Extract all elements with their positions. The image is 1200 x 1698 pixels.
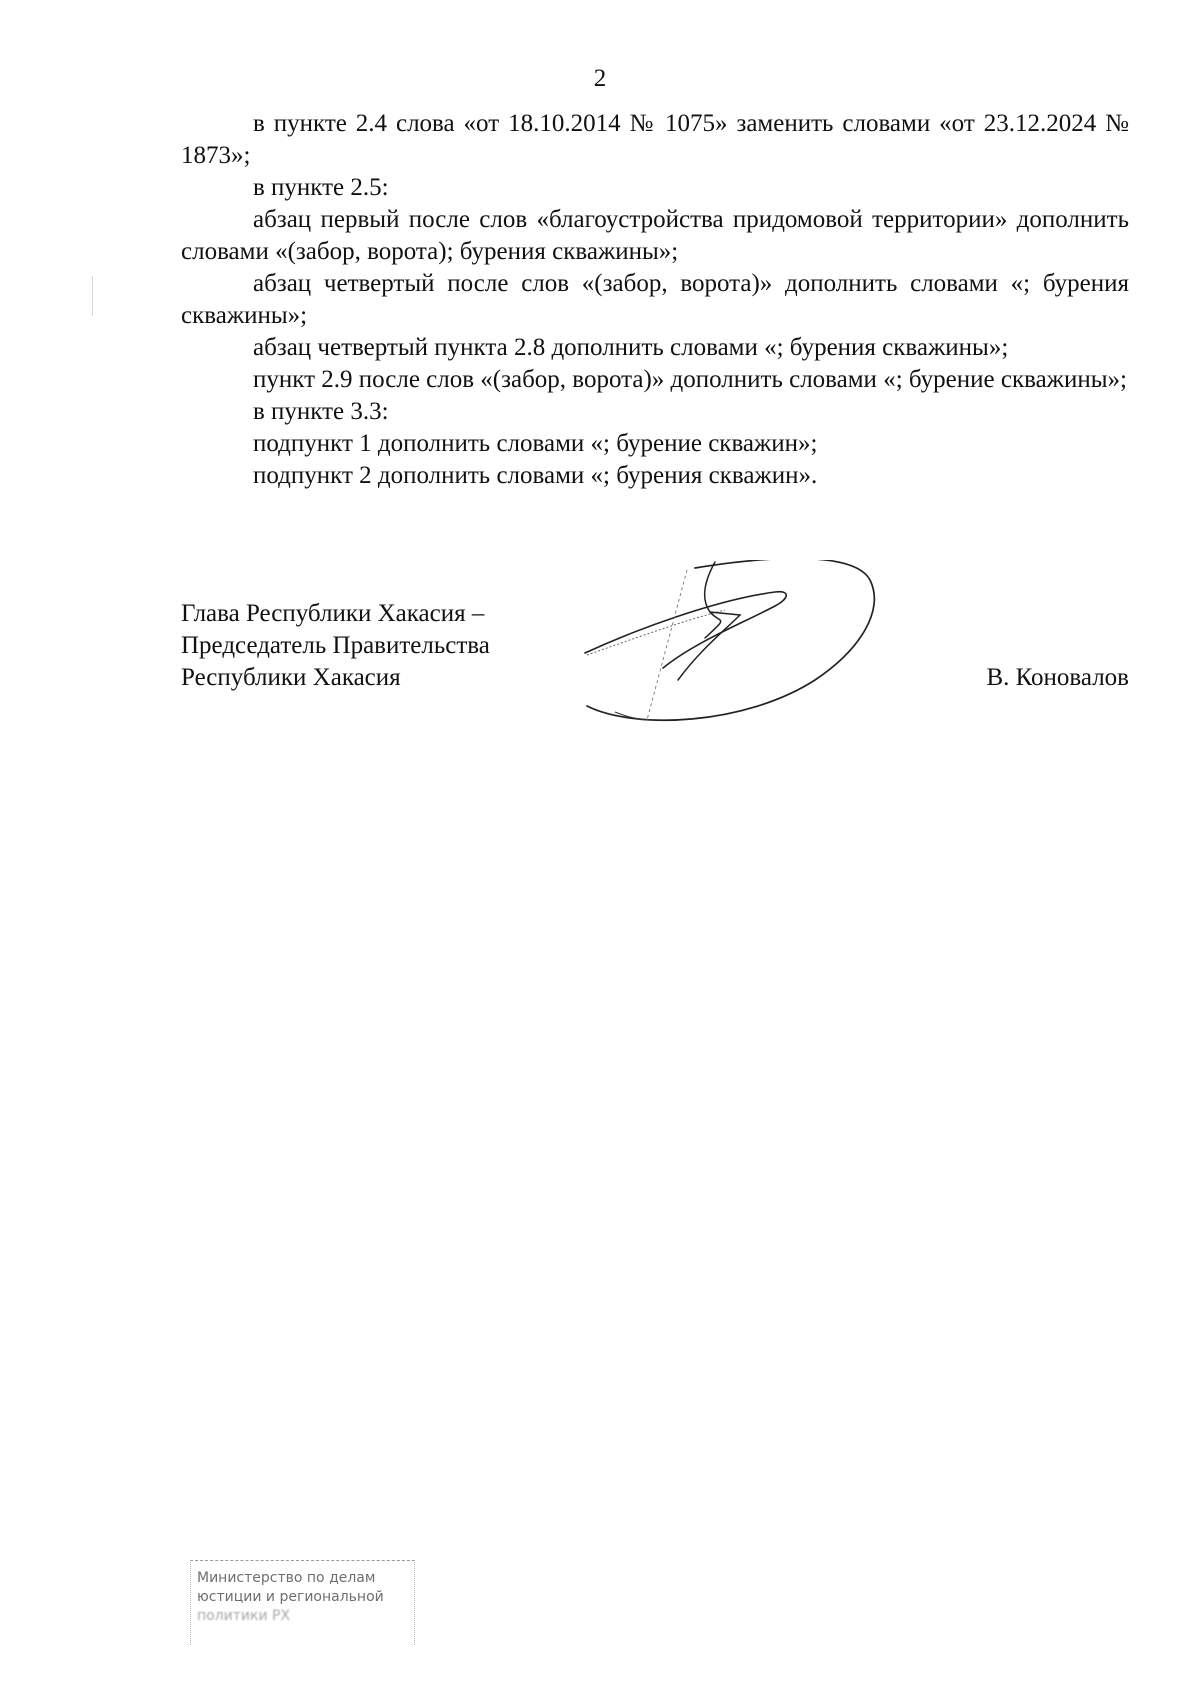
signer-name: В. Коновалов: [986, 664, 1129, 691]
paragraph-point-2-5: в пункте 2.5:: [253, 174, 389, 201]
stamp-line: юстиции и региональной: [197, 1589, 384, 1605]
signer-title-line: Республики Хакасия: [181, 664, 401, 691]
paragraph-subpoint-2: подпункт 2 дополнить словами «; бурения скважин».: [253, 462, 818, 489]
paragraph-abzac-fourth: абзац четвертый после слов «(забор, ворота)» дополнить словами «; бурения скважины»;: [181, 270, 1129, 329]
document-body: [181, 108, 1129, 492]
paragraph-point-3-3: в пункте 3.3:: [253, 398, 389, 425]
scan-margin-mark: [92, 276, 93, 316]
stamp-line: политики РХ: [197, 1608, 291, 1624]
paragraph-point-2-9: пункт 2.9 после слов «(забор, ворота)» дополнить словами «; бурение скважины»;: [253, 366, 1127, 393]
signer-title-block: [181, 598, 511, 694]
signer-title-line: Глава Республики Хакасия –: [181, 600, 485, 627]
paragraph-amend-2-4: в пункте 2.4 слова «от 18.10.2014 № 1075» заменить словами «от 23.12.2024 № 1873»;: [181, 110, 1129, 169]
registration-stamp: [190, 1560, 415, 1645]
page-number: 2: [593, 65, 607, 92]
handwritten-signature: [575, 560, 895, 735]
stamp-line: Министерство по делам: [197, 1570, 376, 1586]
paragraph-point-2-8: абзац четвертый пункта 2.8 дополнить словами «; бурения скважины»;: [253, 334, 1009, 361]
signer-title-line: Председатель Правительства: [181, 632, 490, 659]
paragraph-abzac-first: абзац первый после слов «благоустройства придомовой территории» дополнить словами «(забор, ворота); бурения скважины»;: [181, 206, 1129, 265]
paragraph-subpoint-1: подпункт 1 дополнить словами «; бурение скважин»;: [253, 430, 818, 457]
